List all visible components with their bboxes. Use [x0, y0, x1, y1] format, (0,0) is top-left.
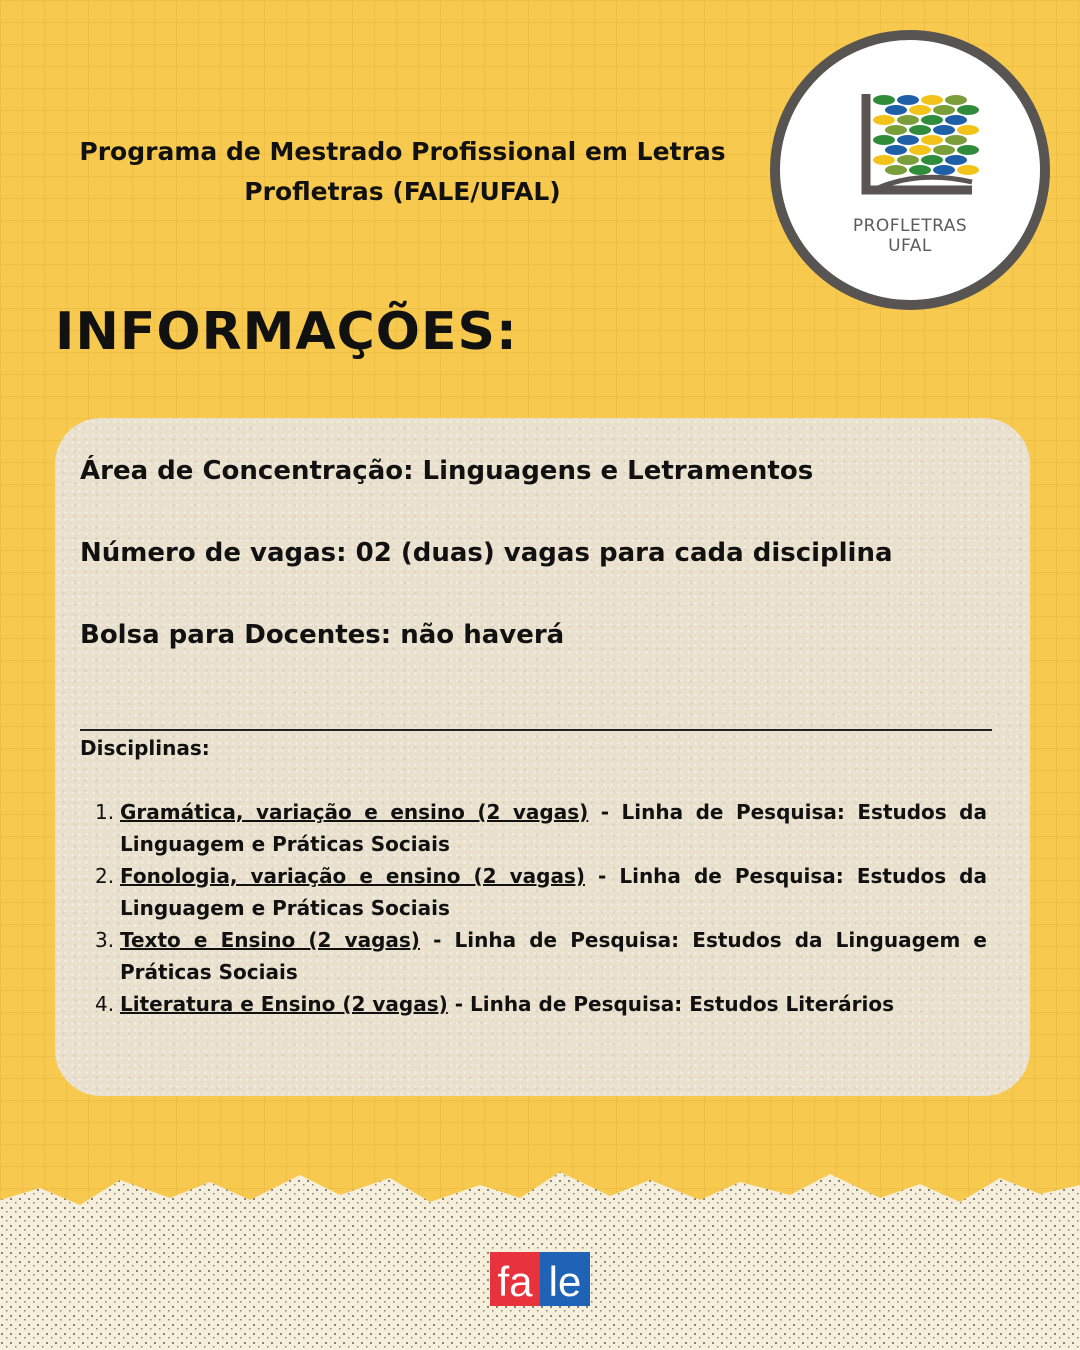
logo-scale: [897, 95, 919, 105]
logo-scale: [909, 145, 931, 155]
logo-scale: [921, 155, 943, 165]
logo-scale: [957, 145, 979, 155]
teacher-grant: Bolsa para Docentes: não haverá: [80, 620, 565, 650]
list-item: [95, 924, 987, 988]
logo-scale: [909, 125, 931, 135]
logo-caption-line1: PROFLETRAS: [852, 216, 968, 236]
logo-caption: [780, 216, 1040, 256]
info-card: [55, 418, 1030, 1096]
logo-scale: [957, 165, 979, 175]
logo-scale: [909, 105, 931, 115]
logo-scale: [921, 115, 943, 125]
logo-scale: [885, 105, 907, 115]
logo-scale: [921, 135, 943, 145]
disciplines-heading: Disciplinas:: [80, 736, 210, 760]
profletras-logo: [770, 30, 1050, 310]
logo-scale: [873, 135, 895, 145]
item-number: 2.: [95, 864, 115, 888]
concentration-area: Área de Concentração: Linguagens e Letramentos: [80, 456, 814, 486]
item-number: 1.: [95, 800, 115, 824]
logo-scale: [921, 95, 943, 105]
item-number: 4.: [95, 992, 115, 1016]
discipline-title: Literatura e Ensino (2 vagas): [120, 992, 448, 1016]
page-title: INFORMAÇÕES:: [55, 302, 518, 362]
program-title-line1: Programa de Mestrado Profissional em Letras: [79, 137, 726, 166]
logo-scale: [885, 125, 907, 135]
book-pattern-icon: [860, 90, 980, 200]
divider-line: [80, 729, 992, 731]
list-item: [95, 796, 987, 860]
logo-scale: [933, 105, 955, 115]
logo-scale: [897, 155, 919, 165]
fale-logo: [490, 1252, 590, 1306]
program-title-line2: Profletras (FALE/UFAL): [244, 177, 561, 206]
list-item: [95, 860, 987, 924]
logo-scale: [873, 95, 895, 105]
item-number: 3.: [95, 928, 115, 952]
research-line: - Linha de Pesquisa: Estudos Literários: [447, 992, 894, 1016]
discipline-title: Texto e Ensino (2 vagas): [120, 928, 420, 952]
discipline-title: Fonologia, variação e ensino (2 vagas): [120, 864, 585, 888]
logo-scale: [933, 125, 955, 135]
fale-logo-left: fa: [497, 1258, 533, 1305]
logo-scale: [933, 145, 955, 155]
program-header: [55, 132, 750, 212]
fale-logo-right: le: [548, 1258, 582, 1305]
discipline-title: Gramática, variação e ensino (2 vagas): [120, 800, 589, 824]
research-line: - Linha de Pesquisa: Estudos da Linguagem e Práticas Sociais: [120, 928, 987, 984]
logo-scale: [933, 165, 955, 175]
logo-scale: [885, 165, 907, 175]
logo-scale: [957, 125, 979, 135]
logo-scale: [945, 115, 967, 125]
logo-scale: [873, 115, 895, 125]
logo-scale: [945, 135, 967, 145]
research-line: - Linha de Pesquisa: Estudos da Linguagem e Práticas Sociais: [120, 864, 987, 920]
logo-caption-line2: UFAL: [888, 236, 932, 256]
logo-scale: [945, 95, 967, 105]
logo-scale: [897, 135, 919, 145]
list-item: [95, 988, 987, 1020]
logo-scale: [909, 165, 931, 175]
research-line: - Linha de Pesquisa: Estudos da Linguagem e Práticas Sociais: [120, 800, 987, 856]
logo-scale: [885, 145, 907, 155]
logo-scale: [957, 105, 979, 115]
vacancies-count: Número de vagas: 02 (duas) vagas para cada disciplina: [80, 538, 893, 568]
disciplines-list: [95, 796, 987, 1020]
logo-scale: [897, 115, 919, 125]
logo-scale: [945, 155, 967, 165]
logo-scale: [873, 155, 895, 165]
